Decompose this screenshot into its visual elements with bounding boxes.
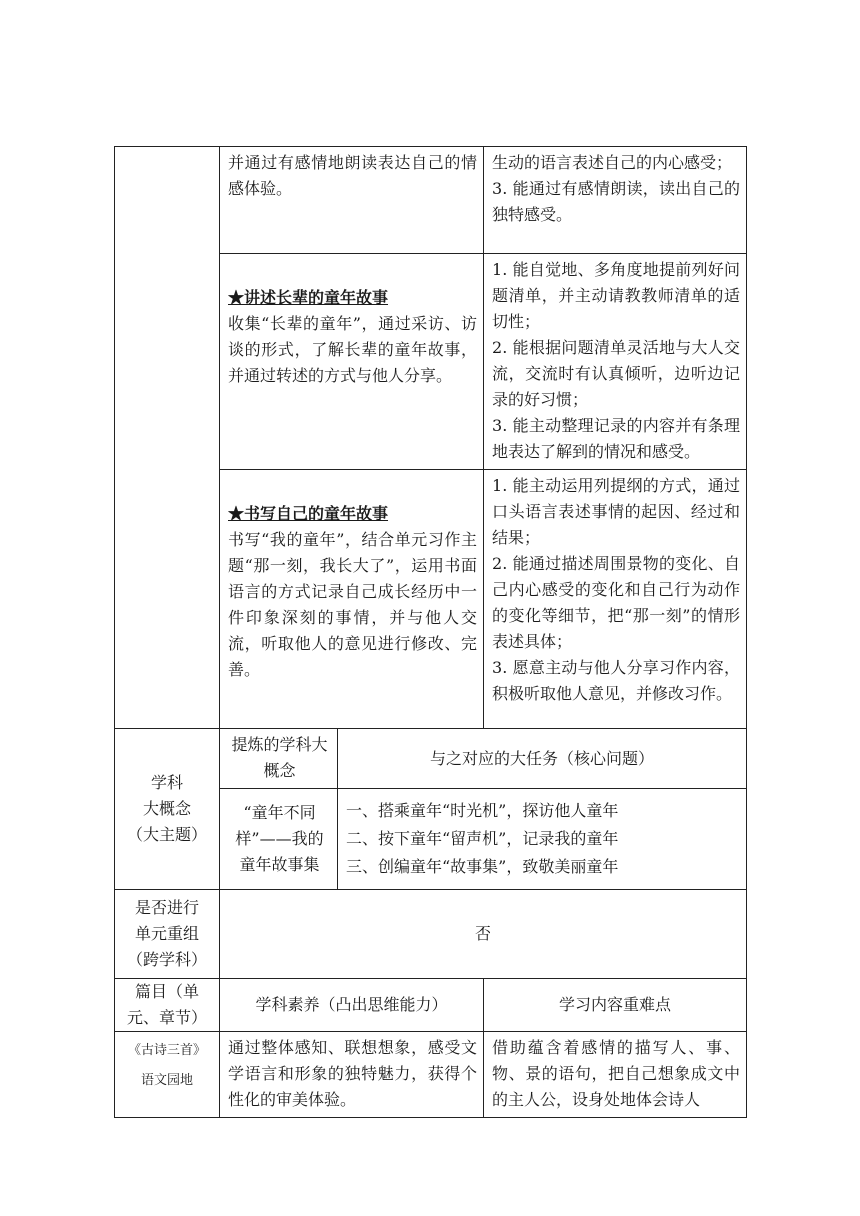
concept-label-line: 大概念 [142, 799, 191, 818]
task-item: 二、按下童年“留声机”，记录我的童年 [346, 829, 619, 848]
literacy-col-header-text: 学科素养（凸出思维能力） [255, 995, 448, 1014]
regroup-label-line: 是否进行 [134, 898, 199, 917]
chapter-title: 《古诗三首》 [127, 1043, 206, 1058]
concept-label-line: （大主题） [126, 825, 207, 844]
task-col-header [338, 729, 747, 789]
unit-plan-table [114, 146, 747, 1118]
table-row [115, 890, 747, 979]
literacy-text: 通过整体感知、联想想象，感受文学语言和形象的独特魅力，获得个性化的审美体验。 [228, 1038, 478, 1109]
literacy-col-header [220, 979, 484, 1032]
task-item: 三、创编童年“故事集”，致敬美丽童年 [346, 857, 619, 876]
chapter-title-cell [115, 1032, 220, 1118]
criteria-cell [484, 254, 747, 470]
regroup-value: 否 [475, 924, 492, 943]
keypoint-text: 借助蕴含着感情的描写人、事、物、景的语句，把自己想象成文中的主人公，设身处地体会诗人 [492, 1038, 741, 1109]
criteria-item: 3. 能主动整理记录的内容并有条理地表达了解到的情况和感受。 [492, 416, 741, 461]
task-col-header-text: 与之对应的大任务（核心问题） [430, 748, 655, 768]
regroup-label-line: 单元重组 [134, 924, 199, 943]
activity-heading: ★讲述长辈的童年故事 [228, 288, 389, 307]
activity-cell [220, 254, 484, 470]
criteria-cell [484, 470, 747, 729]
concept-value-cell [220, 789, 338, 890]
keypoint-col-header-text: 学习内容重难点 [559, 995, 672, 1014]
activity-heading: ★书写自己的童年故事 [228, 504, 389, 523]
concept-col-header-text: 提炼的学科大概念 [231, 735, 328, 780]
keypoint-col-header [484, 979, 747, 1032]
concept-label-cell [115, 729, 220, 890]
criteria-item: 3. 能通过有感情朗读，读出自己的独特感受。 [492, 179, 741, 224]
concept-col-header [220, 729, 338, 789]
activity-cell [220, 470, 484, 729]
criteria-cell [484, 147, 747, 254]
criteria-item: 1. 能主动运用列提纲的方式，通过口头语言表述事情的起因、经过和结果； [492, 476, 741, 547]
table-row [115, 1032, 747, 1118]
table-row [115, 147, 747, 254]
chapter-title: 语文园地 [140, 1073, 193, 1088]
criteria-item: 3. 愿意主动与他人分享习作内容，积极听取他人意见，并修改习作。 [492, 658, 741, 703]
regroup-value-cell [220, 890, 747, 979]
concept-value-text: “童年不同样”——我的童年故事集 [235, 802, 324, 874]
goal-text: 并通过有感情地朗读表达自己的情感体验。 [228, 153, 478, 198]
table-row [115, 979, 747, 1032]
task-list-cell [338, 789, 747, 890]
literacy-cell [220, 1032, 484, 1118]
activity-text: 收集“长辈的童年”，通过采访、访谈的形式，了解长辈的童年故事，并通过转述的方式与他人分享。 [228, 314, 478, 385]
activity-text: 书写“我的童年”，结合单元习作主题“那一刻，我长大了”，运用书面语言的方式记录自己成长经历中一件印象深刻的事情，并与他人交流，听取他人的意见进行修改、完善。 [228, 530, 478, 679]
concept-label-line: 学科 [150, 773, 183, 792]
chapter-col-header [115, 979, 220, 1032]
table-row [115, 729, 747, 789]
task-item: 一、搭乘童年“时光机”，探访他人童年 [346, 801, 619, 820]
chapter-col-header-text: 篇目（单元、章节） [126, 982, 207, 1027]
criteria-item: 2. 能根据问题清单灵活地与大人交流，交流时有认真倾听，边听边记录的好习惯； [492, 338, 741, 409]
criteria-item: 1. 能自觉地、多角度地提前列好问题清单，并主动请教教师清单的适切性； [492, 260, 741, 331]
empty-left-cell [115, 147, 220, 729]
regroup-label-cell [115, 890, 220, 979]
regroup-label-line: （跨学科） [126, 950, 207, 969]
keypoint-cell [484, 1032, 747, 1118]
criteria-item: 生动的语言表述自己的内心感受； [492, 153, 733, 172]
goal-cell [220, 147, 484, 254]
criteria-item: 2. 能通过描述周围景物的变化、自己内心感受的变化和自己行为动作的变化等细节，把“那一刻”的情形表述具体； [492, 554, 741, 651]
